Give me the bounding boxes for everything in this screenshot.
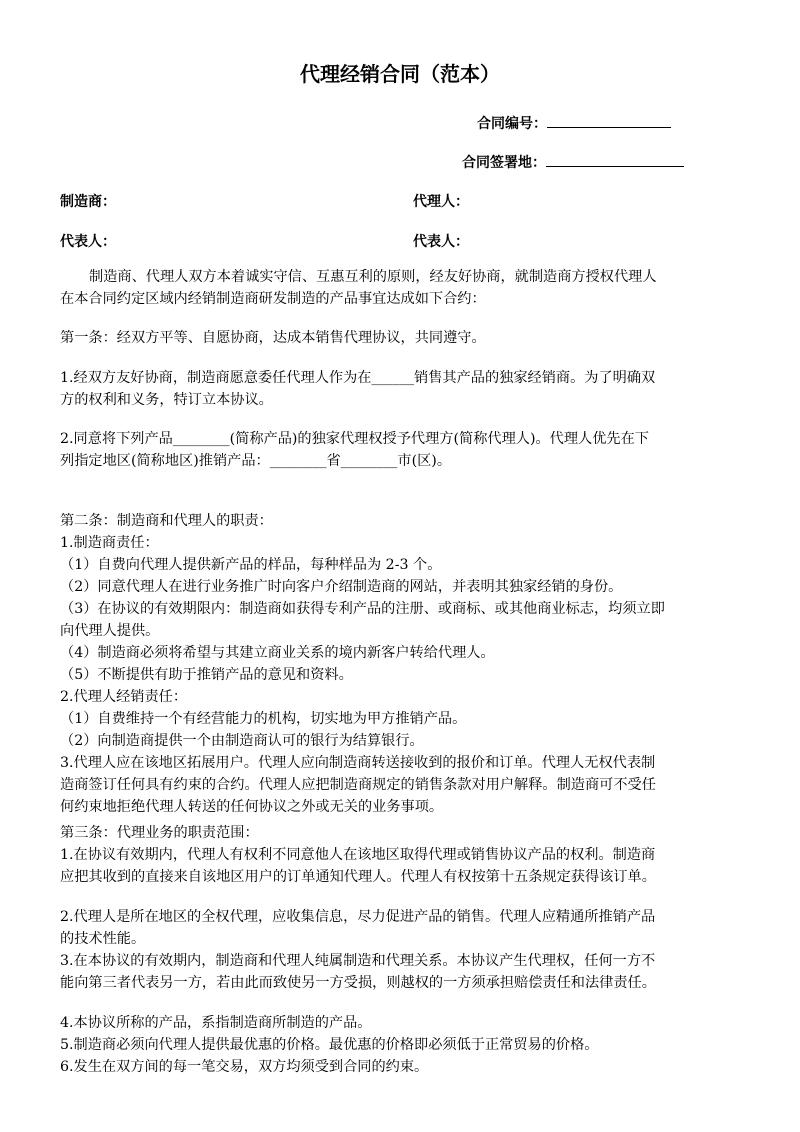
intro-line: 在本合同约定区域内经销制造商研发制造的产品事宜达成如下合约： — [60, 291, 486, 307]
clause-line: 造商签订任何具有约束的合约。代理人应把制造商规定的销售条款对用户解释。制造商可不受任 — [60, 777, 656, 793]
clause-line: （4）制造商必须将希望与其建立商业关系的境内新客户转给代理人。 — [60, 645, 495, 661]
clause-line: 何约束地拒绝代理人转送的任何协议之外或无关的业务事项。 — [60, 799, 444, 815]
intro-paragraph — [60, 266, 742, 310]
article-2 — [60, 510, 742, 818]
clause-line: 2.同意将下列产品________(简称产品)的独家代理权授予代理方(简称代理人)。代理人优先在下 — [60, 431, 649, 447]
clause-line: 1.经双方友好协商，制造商愿意委任代理人作为在______销售其产品的独家经销商。为了明确双 — [60, 370, 656, 386]
clause-line: 能向第三者代表另一方，若由此而致使另一方受损，则越权的一方须承担赔偿责任和法律责任。 — [60, 975, 656, 991]
article-1-clause-2 — [60, 428, 742, 472]
clause-line: （3）在协议的有效期限内：制造商如获得专利产品的注册、或商标、或其他商业标志，均须立即 — [60, 601, 665, 617]
clause-line: 2.代理人经销责任： — [60, 689, 188, 705]
agent-label: 代理人： — [413, 194, 469, 210]
clause-line: 应把其收到的直接来自该地区用户的订单通知代理人。代理人有权按第十五条规定获得该订单。 — [60, 869, 656, 885]
article-3-block-1 — [60, 822, 742, 888]
clause-line: 2.代理人是所在地区的全权代理，应收集信息，尽力促进产品的销售。代理人应精通所推销产品 — [60, 909, 656, 925]
clause-line: 6.发生在双方间的每一笔交易，双方均须受到合同的约束。 — [60, 1059, 429, 1075]
clause-line: （2）同意代理人在进行业务推广时向客户介绍制造商的网站，并表明其独家经销的身份。 — [60, 579, 623, 595]
agent-representative-label: 代表人： — [413, 234, 469, 250]
clause-line: 方的权利和义务，特订立本协议。 — [60, 392, 273, 408]
contract-sign-place-field — [462, 151, 684, 172]
sign-place-blank — [546, 151, 684, 167]
intro-line: 制造商、代理人双方本着诚实守信、互惠互利的原则，经友好协商，就制造商方授权代理人 — [89, 269, 657, 285]
clause-line: 1.制造商责任： — [60, 535, 159, 551]
document-title: 代理经销合同（范本） — [300, 62, 500, 86]
contract-number-blank — [547, 112, 671, 128]
clause-line: （1）自费向代理人提供新产品的样品，每种样品为 2-3 个。 — [60, 557, 442, 573]
manufacturer-label: 制造商： — [60, 194, 116, 210]
contract-number-field — [477, 112, 671, 133]
clause-line: （5）不断提供有助于推销产品的意见和资料。 — [60, 667, 353, 683]
clause-line: 的技术性能。 — [60, 931, 146, 947]
article-3-heading: 第三条：代理业务的职责范围： — [60, 825, 259, 841]
clause-line: （1）自费维持一个有经营能力的机构，切实地为甲方推销产品。 — [60, 711, 467, 727]
clause-line: 3.代理人应在该地区拓展用户。代理人应向制造商转送接收到的报价和订单。代理人无权代表制 — [60, 755, 656, 771]
article-1-title — [60, 327, 742, 349]
clause-line: 5.制造商必须向代理人提供最优惠的价格。最优惠的价格即必须低于正常贸易的价格。 — [60, 1037, 599, 1053]
article-1-heading: 第一条：经双方平等、自愿协商，达成本销售代理协议，共同遵守。 — [60, 330, 486, 346]
clause-line: 向代理人提供。 — [60, 623, 160, 639]
contract-number-label: 合同编号： — [477, 116, 547, 132]
article-2-heading: 第二条：制造商和代理人的职责： — [60, 513, 273, 529]
article-1-clause-1 — [60, 367, 742, 411]
manufacturer-representative-label: 代表人： — [60, 234, 116, 250]
clause-line: 3.在本协议的有效期内，制造商和代理人纯属制造和代理关系。本协议产生代理权，任何一方不 — [60, 953, 656, 969]
clause-line: （2）向制造商提供一个由制造商认可的银行为结算银行。 — [60, 733, 424, 749]
article-3-block-2 — [60, 906, 742, 994]
sign-place-label: 合同签署地： — [462, 155, 546, 171]
clause-line: 列指定地区(简称地区)推销产品：________省________市(区)。 — [60, 453, 452, 469]
clause-line: 4.本协议所称的产品，系指制造商所制造的产品。 — [60, 1015, 372, 1031]
clause-line: 1.在协议有效期内，代理人有权利不同意他人在该地区取得代理或销售协议产品的权利。制造商 — [60, 847, 656, 863]
article-3-block-3 — [60, 1012, 742, 1078]
